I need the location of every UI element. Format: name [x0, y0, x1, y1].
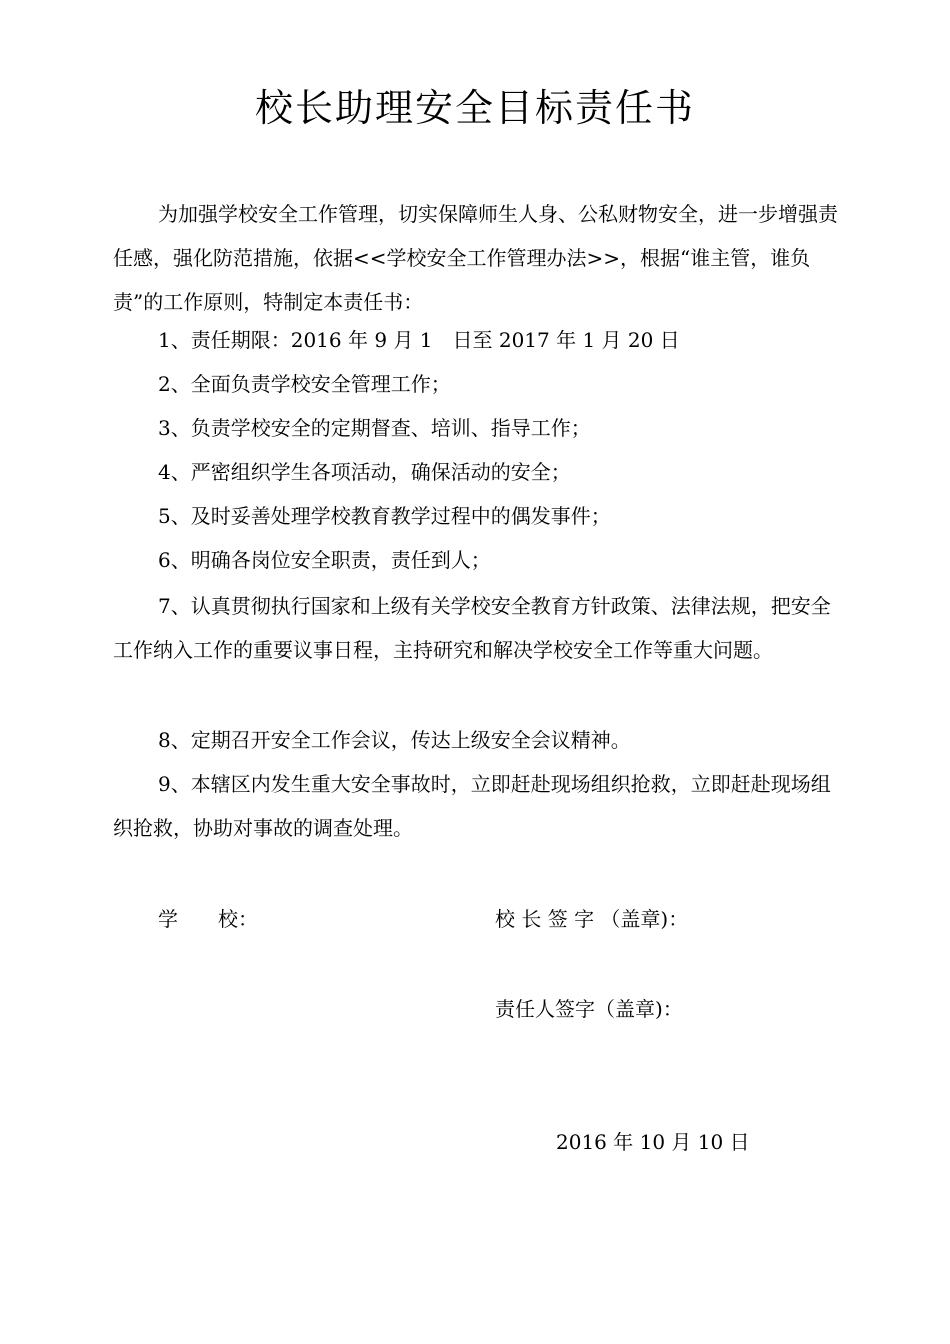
list-item: 5、及时妥善处理学校教育教学过程中的偶发事件； [158, 504, 611, 528]
list-item: 7、认真贯彻执行国家和上级有关学校安全教育方针政策、法律法规，把安全工作纳入工作的重要议事日程，主持研究和解决学校安全工作等重大问题。 [113, 594, 831, 662]
list-item: 2、全面负责学校安全管理工作； [158, 372, 451, 396]
list-item: 1、责任期限：2016 年 9 月 1 日至 2017 年 1 月 20 日 [158, 328, 680, 352]
responsible-signature-label: 责任人签字（盖章)： [495, 997, 683, 1021]
list-item: 9、本辖区内发生重大安全事故时，立即赶赴现场组织抢救，立即赶赴现场组织抢救，协助对事故的调查处理。 [113, 772, 831, 840]
list-item: 6、明确各岗位安全职责，责任到人； [158, 548, 491, 572]
school-signature-label: 学 校： [158, 907, 258, 931]
list-item: 8、定期召开安全工作会议，传达上级安全会议精神。 [158, 728, 631, 752]
list-item: 3、负责学校安全的定期督查、培训、指导工作； [158, 416, 591, 440]
principal-signature-label: 校 长 签 字 （盖章)： [495, 907, 689, 931]
list-item: 4、严密组织学生各项活动，确保活动的安全； [158, 460, 571, 484]
intro-paragraph: 为加强学校安全工作管理，切实保障师生人身、公私财物安全，进一步增强责任感，强化防范措施，依据<<学校安全工作管理办法>>，根据“谁主管，谁负责”的工作原则，特制定本责任书： [113, 202, 838, 314]
document-date: 2016 年 10 月 10 日 [556, 1130, 750, 1154]
document-title: 校长助理安全目标责任书 [254, 86, 695, 130]
